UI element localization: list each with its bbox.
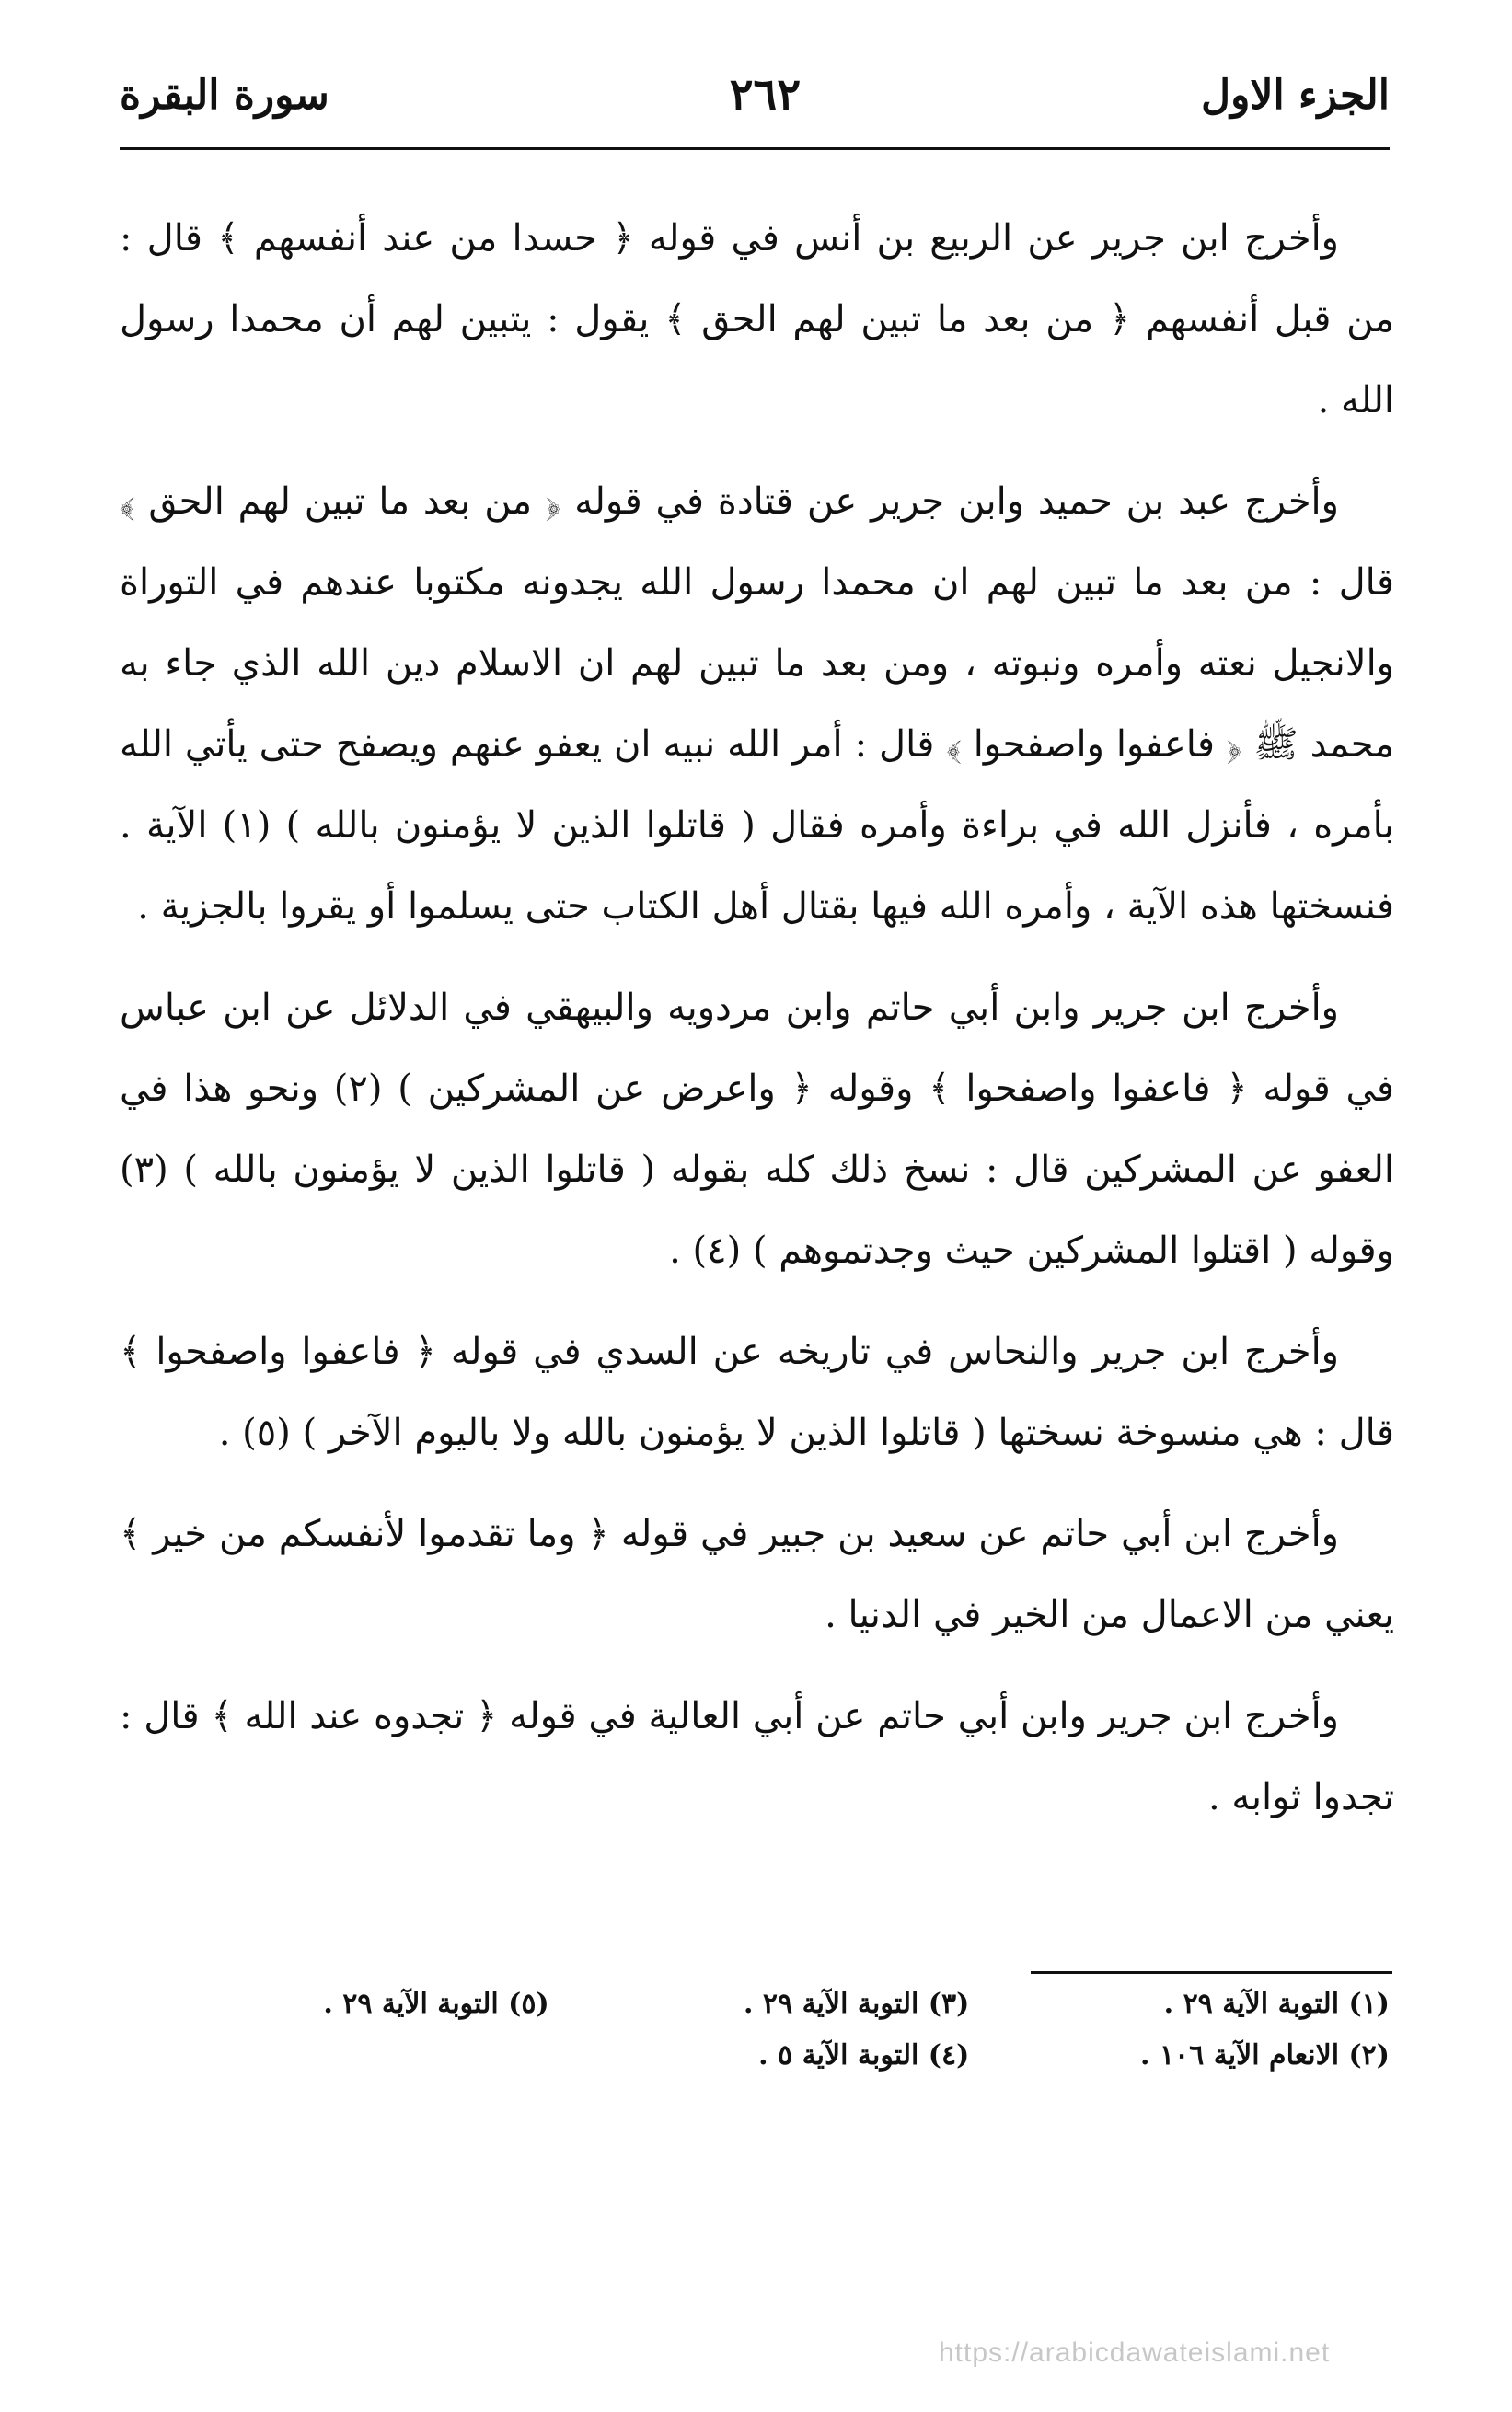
page-number: ٢٦٢ <box>729 69 802 121</box>
footnote: (٣) التوبة الآية ٢٩ . <box>744 1988 970 2020</box>
paragraph: وأخرج ابن أبي حاتم عن سعيد بن جبير في قوله ﴿ وما تقدموا لأنفسكم من خير ﴾ يعني من الاعمال من الخير في الدنيا . <box>120 1513 1394 1636</box>
paragraph: وأخرج ابن جرير وابن أبي حاتم عن أبي العالية في قوله ﴿ تجدوه عند الله ﴾ قال : تجدوا ثوابه . <box>120 1695 1394 1818</box>
footnote: (٤) التوبة الآية ٥ . <box>758 2039 970 2072</box>
footnote-divider <box>1031 1971 1392 1974</box>
page-header <box>120 53 1390 136</box>
paragraph: وأخرج ابن جرير والنحاس في تاريخه عن السدي في قوله ﴿ فاعفوا واصفحوا ﴾ قال : هي منسوخة نسختها ( قاتلوا الذين لا يؤمنون بالله ولا باليوم الآخر ) (٥) . <box>120 1331 1394 1454</box>
footnotes <box>129 1988 1390 2091</box>
watermark: https://arabicdawateislami.net <box>939 2337 1331 2368</box>
footnote: (١) التوبة الآية ٢٩ . <box>1163 1988 1390 2020</box>
header-divider <box>120 147 1390 150</box>
footnote: (٥) التوبة الآية ٢٩ . <box>323 1988 549 2020</box>
surah-label: سورة البقرة <box>120 71 329 119</box>
paragraph: وأخرج عبد بن حميد وابن جرير عن قتادة في قوله ﴿ من بعد ما تبين لهم الحق ﴾ قال : من بعد ما تبين لهم ان محمدا رسول الله يجدونه مكتوبا عندهم في التوراة والانجيل نعته وأمره ونبوته ، ومن بعد ما تبين لهم ان الاسلام دين الله الذي جاء به محمد ﷺ ﴿ فاعفوا واصفحوا ﴾ قال : أمر الله نبيه ان يعفو عنهم ويصفح حتى يأتي الله بأمره ، فأنزل الله في براءة وأمره فقال ( قاتلوا الذين لا يؤمنون بالله ) (١) الآية . فنسختها هذه الآية ، وأمره الله فيها بقتال أهل الكتاب حتى يسلموا أو يقروا بالجزية . <box>120 480 1394 928</box>
paragraph: وأخرج ابن جرير وابن أبي حاتم وابن مردويه والبيهقي في الدلائل عن ابن عباس في قوله ﴿ فاعفوا واصفحوا ﴾ وقوله ﴿ واعرض عن المشركين ) (٢) ونحو هذا في العفو عن المشركين قال : نسخ ذلك كله بقوله ( قاتلوا الذين لا يؤمنون بالله ) (٣) وقوله ( اقتلوا المشركين حيث وجدتموهم ) (٤) . <box>120 987 1394 1272</box>
footnote: (٢) الانعام الآية ١٠٦ . <box>1140 2039 1390 2072</box>
paragraph: وأخرج ابن جرير عن الربيع بن أنس في قوله ﴿ حسدا من عند أنفسهم ﴾ قال : من قبل أنفسهم ﴿ من بعد ما تبين لهم الحق ﴾ يقول : يتبين لهم أن محمدا رسول الله . <box>120 217 1394 421</box>
part-label: الجزء الاول <box>1201 71 1390 119</box>
main-text <box>120 198 1394 1858</box>
